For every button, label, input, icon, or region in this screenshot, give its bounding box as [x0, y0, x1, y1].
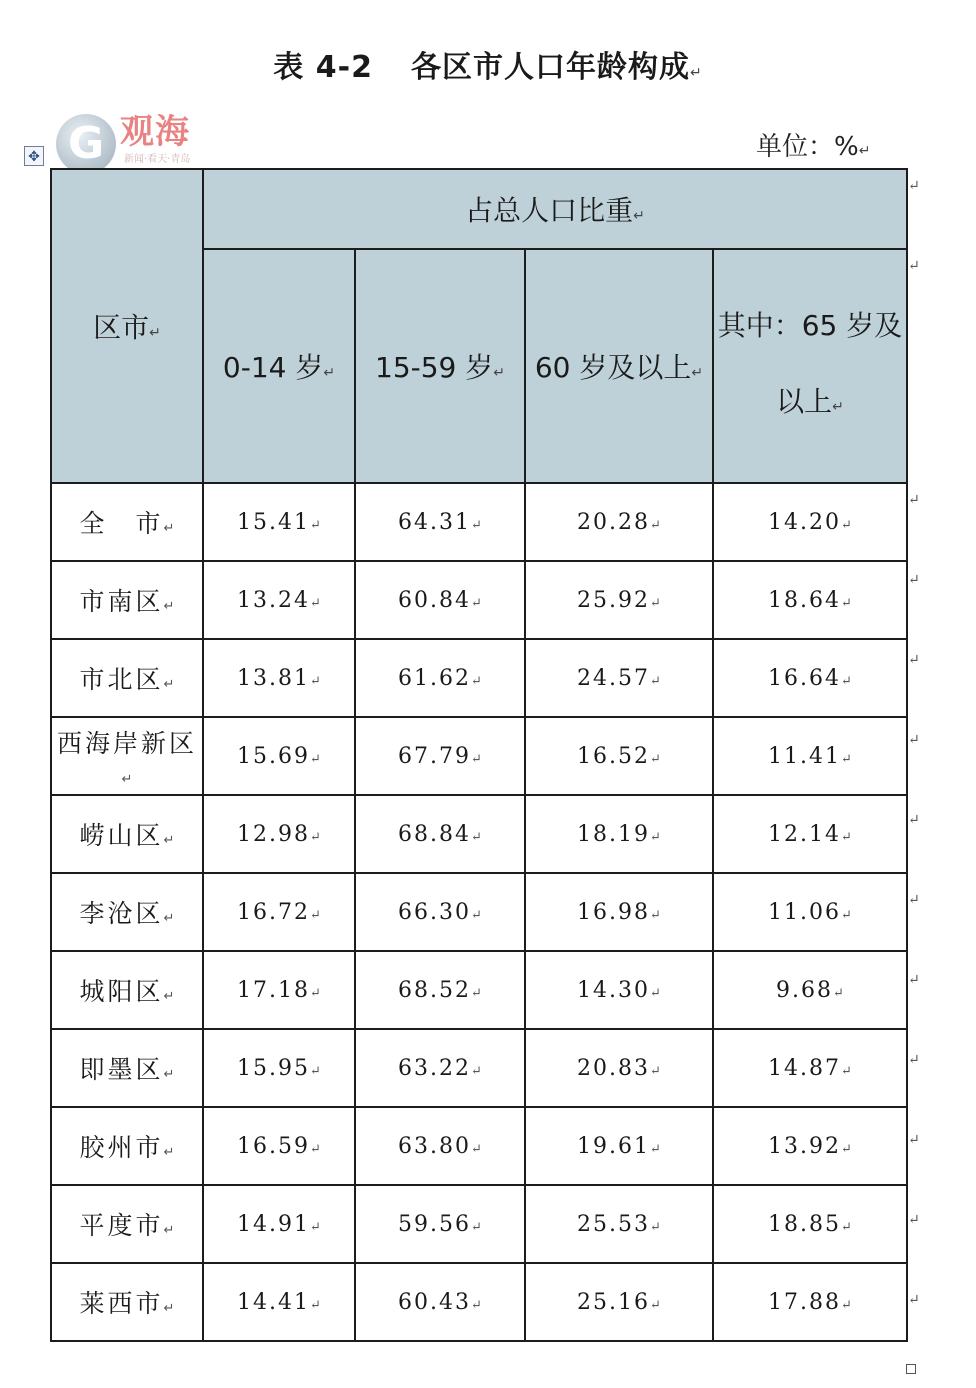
header-col-15-59: 15-59 岁↵ [355, 249, 525, 483]
table-row [51, 1263, 907, 1341]
row-end-mark: ↵ [908, 1292, 920, 1308]
value-cell: 13.81↵ [203, 639, 355, 717]
value-cell: 19.61↵ [525, 1107, 713, 1185]
value-cell: 18.85↵ [713, 1185, 907, 1263]
region-cell: 全 市↵ [51, 483, 203, 561]
value-cell: 11.41↵ [713, 717, 907, 795]
table-resize-handle[interactable] [906, 1364, 916, 1374]
unit-label: 单位：%↵ [756, 132, 871, 162]
region-cell: 胶州市↵ [51, 1107, 203, 1185]
region-cell: 即墨区↵ [51, 1029, 203, 1107]
table-title-text: 各区市人口年龄构成 [410, 50, 690, 85]
value-cell: 20.83↵ [525, 1029, 713, 1107]
value-cell: 13.24↵ [203, 561, 355, 639]
table-number: 表 4-2 [273, 50, 373, 85]
header-col-0-14: 0-14 岁↵ [203, 249, 355, 483]
value-cell: 15.95↵ [203, 1029, 355, 1107]
table-row [51, 795, 907, 873]
value-cell: 68.84↵ [355, 795, 525, 873]
value-cell: 14.41↵ [203, 1263, 355, 1341]
logo-subtitle: 新闻·看天·青岛 [124, 154, 191, 165]
region-cell: 李沧区↵ [51, 873, 203, 951]
table-row [51, 1107, 907, 1185]
header-col-65-plus: 其中：65 岁及以上↵ [713, 249, 907, 483]
value-cell: 25.16↵ [525, 1263, 713, 1341]
table-row [51, 561, 907, 639]
row-end-mark: ↵ [908, 1212, 920, 1228]
region-cell: 崂山区↵ [51, 795, 203, 873]
value-cell: 12.98↵ [203, 795, 355, 873]
header-region: 区市↵ [51, 169, 203, 483]
value-cell: 16.72↵ [203, 873, 355, 951]
value-cell: 15.69↵ [203, 717, 355, 795]
value-cell: 16.98↵ [525, 873, 713, 951]
value-cell: 66.30↵ [355, 873, 525, 951]
value-cell: 68.52↵ [355, 951, 525, 1029]
value-cell: 12.14↵ [713, 795, 907, 873]
row-end-mark: ↵ [908, 892, 920, 908]
return-mark: ↵ [689, 65, 703, 81]
row-end-mark: ↵ [908, 258, 920, 274]
table-title [0, 42, 976, 86]
value-cell: 14.87↵ [713, 1029, 907, 1107]
logo-name: 观海 [120, 112, 190, 152]
value-cell: 60.43↵ [355, 1263, 525, 1341]
value-cell: 9.68↵ [713, 951, 907, 1029]
value-cell: 14.91↵ [203, 1185, 355, 1263]
region-cell: 市南区↵ [51, 561, 203, 639]
value-cell: 14.30↵ [525, 951, 713, 1029]
table-row [51, 1185, 907, 1263]
row-end-mark: ↵ [908, 812, 920, 828]
value-cell: 18.19↵ [525, 795, 713, 873]
value-cell: 25.53↵ [525, 1185, 713, 1263]
header-col-60-plus: 60 岁及以上↵ [525, 249, 713, 483]
table-row [51, 873, 907, 951]
table-row [51, 951, 907, 1029]
value-cell: 16.64↵ [713, 639, 907, 717]
value-cell: 67.79↵ [355, 717, 525, 795]
value-cell: 13.92↵ [713, 1107, 907, 1185]
value-cell: 63.22↵ [355, 1029, 525, 1107]
value-cell: 20.28↵ [525, 483, 713, 561]
region-cell: 城阳区↵ [51, 951, 203, 1029]
value-cell: 64.31↵ [355, 483, 525, 561]
row-end-mark: ↵ [908, 572, 920, 588]
value-cell: 60.84↵ [355, 561, 525, 639]
table-row [51, 1029, 907, 1107]
value-cell: 14.20↵ [713, 483, 907, 561]
header-group: 占总人口比重↵ [203, 169, 907, 249]
table-row [51, 717, 907, 795]
row-end-mark: ↵ [908, 652, 920, 668]
value-cell: 24.57↵ [525, 639, 713, 717]
guanhai-logo [56, 108, 226, 176]
row-end-mark: ↵ [908, 1052, 920, 1068]
value-cell: 16.59↵ [203, 1107, 355, 1185]
value-cell: 59.56↵ [355, 1185, 525, 1263]
value-cell: 15.41↵ [203, 483, 355, 561]
region-cell: 莱西市↵ [51, 1263, 203, 1341]
row-end-mark: ↵ [908, 732, 920, 748]
row-end-mark: ↵ [908, 492, 920, 508]
value-cell: 16.52↵ [525, 717, 713, 795]
value-cell: 17.88↵ [713, 1263, 907, 1341]
value-cell: 18.64↵ [713, 561, 907, 639]
row-end-mark: ↵ [908, 1132, 920, 1148]
value-cell: 61.62↵ [355, 639, 525, 717]
row-end-mark: ↵ [908, 972, 920, 988]
table-move-handle-icon[interactable]: ✥ [24, 146, 44, 166]
table-row [51, 639, 907, 717]
age-structure-table [50, 168, 908, 1342]
value-cell: 63.80↵ [355, 1107, 525, 1185]
value-cell: 25.92↵ [525, 561, 713, 639]
region-cell: 平度市↵ [51, 1185, 203, 1263]
value-cell: 17.18↵ [203, 951, 355, 1029]
table-row [51, 483, 907, 561]
region-cell: 西海岸新区↵ [51, 717, 203, 795]
region-cell: 市北区↵ [51, 639, 203, 717]
value-cell: 11.06↵ [713, 873, 907, 951]
logo-g-icon: G [56, 114, 116, 174]
row-end-mark: ↵ [908, 178, 920, 194]
